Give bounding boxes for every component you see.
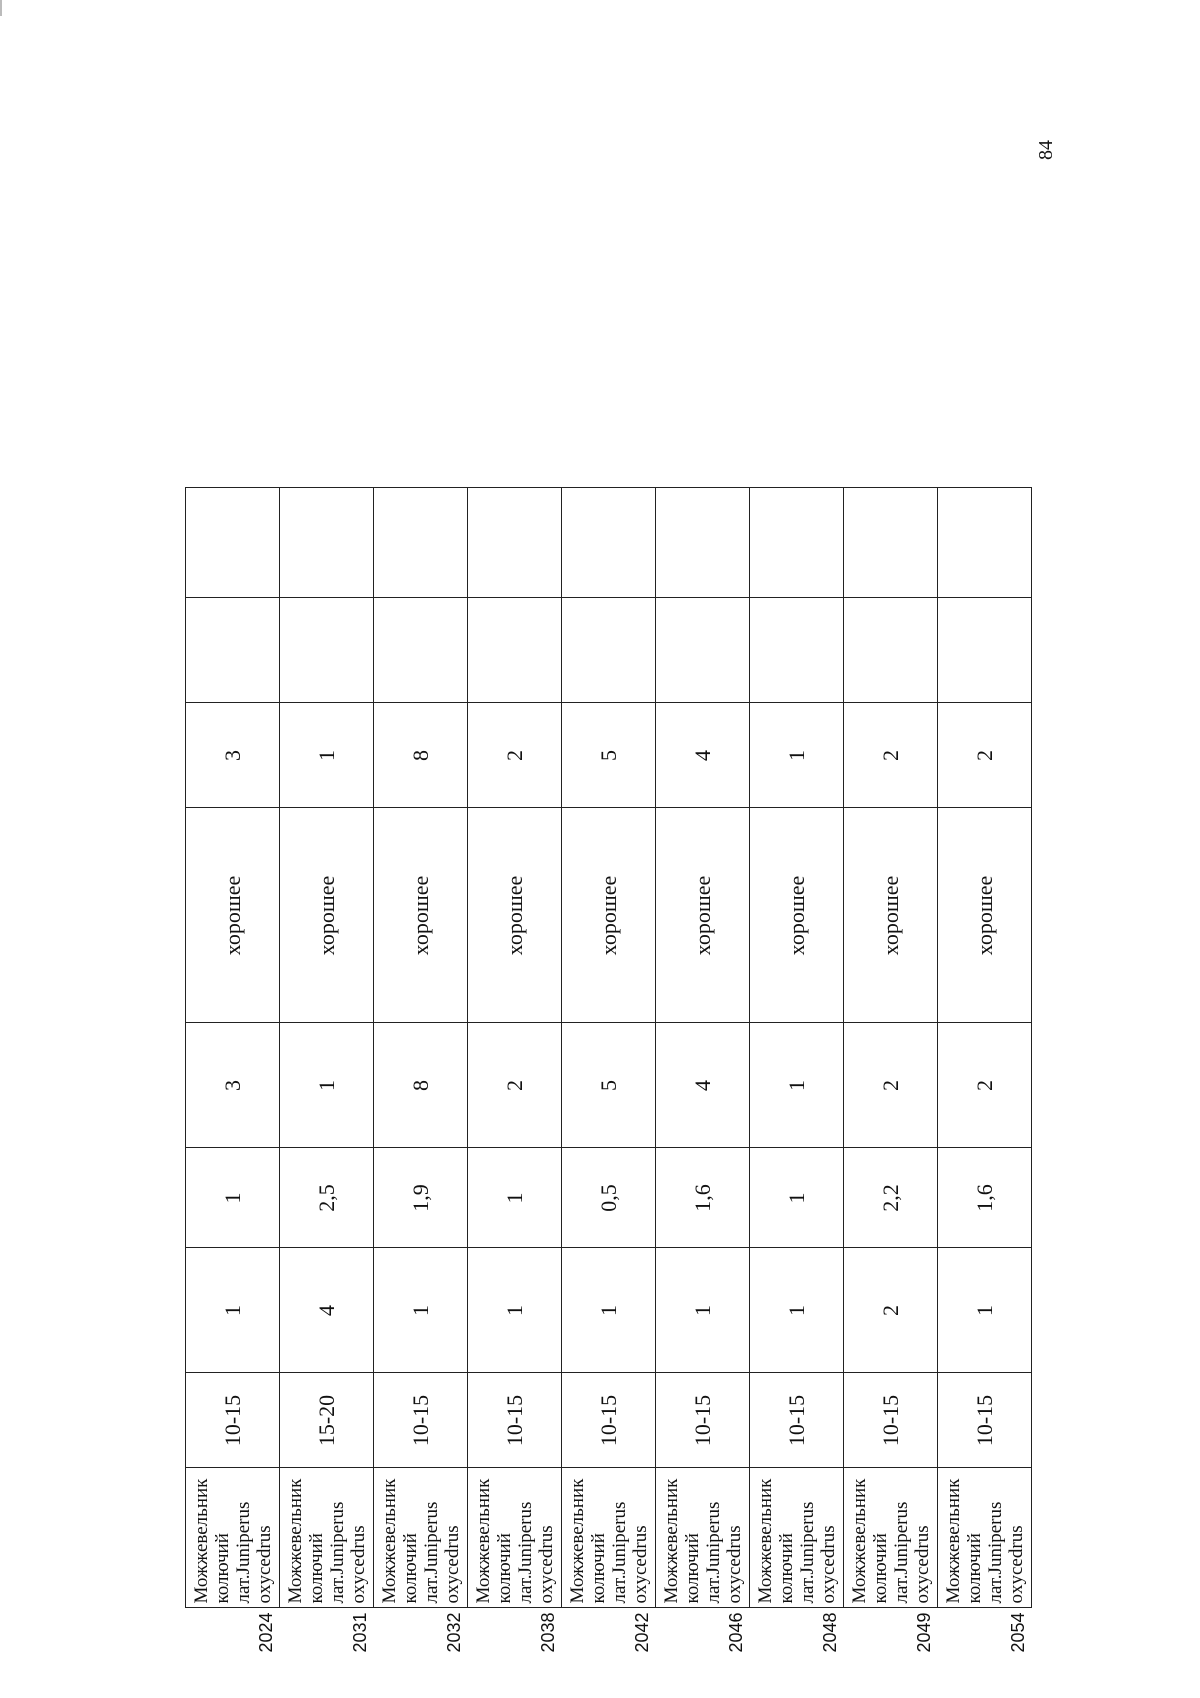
- cell-height: 15-20: [280, 1373, 374, 1468]
- species-line: oxycedrus: [1006, 1473, 1027, 1604]
- cell-c5: 1: [280, 1023, 374, 1148]
- species-line: лат.Juniperus: [233, 1473, 254, 1604]
- species-line: колючий: [306, 1473, 327, 1604]
- cell-height: 10-15: [656, 1373, 750, 1468]
- cell-c9: [750, 488, 844, 598]
- species-line: Можжевельник: [473, 1473, 494, 1604]
- cell-condition: хорошее: [468, 808, 562, 1023]
- species-cell: [186, 1468, 280, 1608]
- rotated-table: [185, 208, 1005, 1698]
- cell-height: 10-15: [186, 1373, 280, 1468]
- cell-height: 10-15: [562, 1373, 656, 1468]
- cell-c3: 1: [468, 1248, 562, 1373]
- species-line: колючий: [400, 1473, 421, 1604]
- species-line: Можжевельник: [191, 1473, 212, 1604]
- cell-c3: 1: [750, 1248, 844, 1373]
- species-line: Можжевельник: [285, 1473, 306, 1604]
- cell-c5: 1: [750, 1023, 844, 1148]
- species-line: колючий: [682, 1473, 703, 1604]
- cell-height: 10-15: [750, 1373, 844, 1468]
- table-row: [656, 488, 750, 1698]
- cell-height: 10-15: [468, 1373, 562, 1468]
- row-id: 2024: [186, 1608, 280, 1698]
- species-line: oxycedrus: [818, 1473, 839, 1604]
- row-id: 2038: [468, 1608, 562, 1698]
- cell-c7: 3: [186, 703, 280, 808]
- cell-c3: 1: [374, 1248, 468, 1373]
- table-row: [468, 488, 562, 1698]
- species-line: Можжевельник: [849, 1473, 870, 1604]
- table-row: [750, 488, 844, 1698]
- cell-c4: 1,6: [656, 1148, 750, 1248]
- species-cell: [750, 1468, 844, 1608]
- cell-c9: [468, 488, 562, 598]
- cell-c7: 1: [280, 703, 374, 808]
- table-row: [562, 488, 656, 1698]
- species-line: Можжевельник: [567, 1473, 588, 1604]
- species-line: oxycedrus: [912, 1473, 933, 1604]
- cell-height: 10-15: [374, 1373, 468, 1468]
- cell-c7: 1: [750, 703, 844, 808]
- cell-c8: [750, 598, 844, 703]
- table-row: [280, 488, 374, 1698]
- species-line: oxycedrus: [630, 1473, 651, 1604]
- cell-c3: 2: [844, 1248, 938, 1373]
- cell-c9: [562, 488, 656, 598]
- species-line: oxycedrus: [724, 1473, 745, 1604]
- cell-condition: хорошее: [938, 808, 1032, 1023]
- cell-c9: [656, 488, 750, 598]
- cell-c4: 1: [750, 1148, 844, 1248]
- cell-c7: 2: [468, 703, 562, 808]
- cell-c7: 4: [656, 703, 750, 808]
- cell-c4: 0,5: [562, 1148, 656, 1248]
- cell-c9: [938, 488, 1032, 598]
- species-line: лат.Juniperus: [327, 1473, 348, 1604]
- species-line: oxycedrus: [348, 1473, 369, 1604]
- species-line: oxycedrus: [536, 1473, 557, 1604]
- cell-c8: [186, 598, 280, 703]
- row-id: 2049: [844, 1608, 938, 1698]
- cell-c5: 5: [562, 1023, 656, 1148]
- species-line: лат.Juniperus: [703, 1473, 724, 1604]
- cell-c3: 1: [186, 1248, 280, 1373]
- species-cell: [562, 1468, 656, 1608]
- cell-c9: [280, 488, 374, 598]
- species-line: колючий: [494, 1473, 515, 1604]
- cell-condition: хорошее: [374, 808, 468, 1023]
- cell-condition: хорошее: [186, 808, 280, 1023]
- cell-c5: 2: [844, 1023, 938, 1148]
- table-row: [186, 488, 280, 1698]
- cell-c5: 2: [938, 1023, 1032, 1148]
- cell-c5: 2: [468, 1023, 562, 1148]
- cell-condition: хорошее: [844, 808, 938, 1023]
- cell-c4: 1,9: [374, 1148, 468, 1248]
- cell-c4: 1: [468, 1148, 562, 1248]
- cell-c8: [562, 598, 656, 703]
- cell-c9: [374, 488, 468, 598]
- species-line: лат.Juniperus: [515, 1473, 536, 1604]
- species-cell: [938, 1468, 1032, 1608]
- cell-c3: 1: [656, 1248, 750, 1373]
- cell-condition: хорошее: [750, 808, 844, 1023]
- species-line: Можжевельник: [379, 1473, 400, 1604]
- cell-condition: хорошее: [280, 808, 374, 1023]
- cell-c5: 4: [656, 1023, 750, 1148]
- cell-c4: 1,6: [938, 1148, 1032, 1248]
- table-row: [844, 488, 938, 1698]
- species-line: лат.Juniperus: [985, 1473, 1006, 1604]
- row-id: 2046: [656, 1608, 750, 1698]
- species-line: колючий: [212, 1473, 233, 1604]
- species-cell: [844, 1468, 938, 1608]
- scan-edge-mark: [0, 0, 2, 16]
- cell-c7: 2: [938, 703, 1032, 808]
- cell-c3: 1: [938, 1248, 1032, 1373]
- row-id: 2048: [750, 1608, 844, 1698]
- table-row: [374, 488, 468, 1698]
- cell-c8: [656, 598, 750, 703]
- row-id: 2032: [374, 1608, 468, 1698]
- species-line: Можжевельник: [943, 1473, 964, 1604]
- species-line: колючий: [964, 1473, 985, 1604]
- cell-height: 10-15: [938, 1373, 1032, 1468]
- cell-c7: 8: [374, 703, 468, 808]
- table-body: [186, 488, 1032, 1698]
- cell-c8: [468, 598, 562, 703]
- rotated-table-wrapper: [185, 208, 1005, 1698]
- cell-height: 10-15: [844, 1373, 938, 1468]
- cell-c8: [280, 598, 374, 703]
- species-cell: [468, 1468, 562, 1608]
- cell-c9: [186, 488, 280, 598]
- species-line: лат.Juniperus: [797, 1473, 818, 1604]
- species-line: Можжевельник: [661, 1473, 682, 1604]
- species-line: oxycedrus: [442, 1473, 463, 1604]
- row-id: 2054: [938, 1608, 1032, 1698]
- cell-c3: 1: [562, 1248, 656, 1373]
- cell-c5: 8: [374, 1023, 468, 1148]
- cell-c9: [844, 488, 938, 598]
- species-line: колючий: [870, 1473, 891, 1604]
- cell-c4: 2,5: [280, 1148, 374, 1248]
- species-cell: [374, 1468, 468, 1608]
- cell-c4: 2,2: [844, 1148, 938, 1248]
- row-id: 2042: [562, 1608, 656, 1698]
- row-id: 2031: [280, 1608, 374, 1698]
- cell-c8: [374, 598, 468, 703]
- species-cell: [280, 1468, 374, 1608]
- species-line: лат.Juniperus: [891, 1473, 912, 1604]
- cell-c3: 4: [280, 1248, 374, 1373]
- cell-c7: 2: [844, 703, 938, 808]
- species-cell: [656, 1468, 750, 1608]
- species-line: oxycedrus: [254, 1473, 275, 1604]
- species-line: Можжевельник: [755, 1473, 776, 1604]
- species-line: лат.Juniperus: [421, 1473, 442, 1604]
- cell-condition: хорошее: [656, 808, 750, 1023]
- species-line: колючий: [776, 1473, 797, 1604]
- species-line: лат.Juniperus: [609, 1473, 630, 1604]
- table-row: [938, 488, 1032, 1698]
- cell-c8: [844, 598, 938, 703]
- species-line: колючий: [588, 1473, 609, 1604]
- inventory-table: [185, 488, 1032, 1698]
- cell-c4: 1: [186, 1148, 280, 1248]
- page-number: 84: [1034, 120, 1058, 180]
- cell-c5: 3: [186, 1023, 280, 1148]
- cell-c8: [938, 598, 1032, 703]
- cell-condition: хорошее: [562, 808, 656, 1023]
- cell-c7: 5: [562, 703, 656, 808]
